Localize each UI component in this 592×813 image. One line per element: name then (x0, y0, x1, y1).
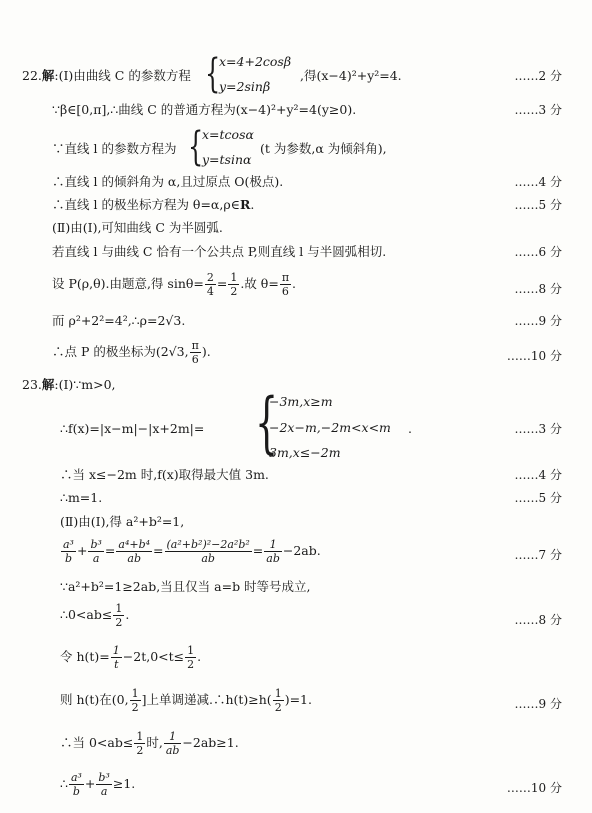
numerator: 1 (136, 730, 144, 743)
denominator: a (92, 552, 100, 565)
text: = (104, 543, 116, 559)
fraction (280, 272, 291, 297)
fraction (111, 645, 122, 670)
q23-score-7: ……7 分 (514, 548, 562, 562)
q22-line-1-tail: ,得(x−4)²+y²=4. (300, 68, 402, 83)
fraction (134, 731, 145, 756)
text: ]上单调递减.∴h(t)≥h( (141, 692, 272, 708)
case-1: −3m,x≥m (269, 394, 333, 409)
q22-line-5 (52, 199, 254, 212)
denominator: 2 (136, 744, 144, 757)
q22-line-8 (52, 272, 296, 297)
text: 令 h(t)= (60, 649, 110, 665)
q23-line-9 (60, 645, 201, 670)
q23-line-12 (60, 772, 135, 797)
text: 设 P(ρ,θ).由题意,得 sinθ= (52, 276, 204, 292)
text: + (84, 776, 96, 792)
fraction (264, 539, 282, 564)
q22-line-7: 若直线 l 与曲线 C 恰有一个公共点 P,则直线 l 与半圆弧相切. (52, 244, 387, 259)
denominator: b (72, 785, 80, 798)
numerator: a³ (63, 538, 74, 551)
denominator: a (100, 785, 108, 798)
q23-line-1 (22, 379, 116, 392)
q23-score-10: ……10 分 (506, 781, 562, 795)
numerator: 1 (187, 644, 195, 657)
text: . (292, 276, 297, 292)
text: = (252, 543, 264, 559)
text: −2t,0<t≤ (122, 649, 185, 665)
denominator: 4 (206, 285, 214, 298)
numerator: 1 (115, 602, 123, 615)
denominator: 2 (230, 285, 238, 298)
fraction (69, 772, 84, 797)
q22-score-8: ……8 分 (514, 282, 562, 296)
q22-number: 22. (22, 68, 42, 83)
fraction (205, 272, 216, 297)
q23-text: :(Ⅰ)∵m>0, (54, 377, 116, 392)
q22-score-5: ……5 分 (514, 198, 562, 212)
fraction (185, 645, 196, 670)
q23-line-2: ∴f(x)=|x−m|−|x+2m|= (60, 421, 205, 436)
q22-line-3-tail: (t 为参数,α 为倾斜角), (260, 141, 387, 156)
q22-param-system-line (188, 124, 263, 170)
denominator: 2 (274, 701, 282, 714)
q22-score-3: ……3 分 (514, 103, 562, 117)
q22-line-1 (22, 70, 191, 83)
fraction (164, 731, 182, 756)
fraction (130, 688, 141, 713)
numerator: a³ (70, 771, 82, 784)
q23-line-8 (60, 603, 129, 628)
system-eq-top: x=4+2cosβ (219, 54, 292, 69)
q22-line-2: ∵β∈[0,π],∴曲线 C 的普通方程为(x−4)²+y²=4(y≥0). (52, 102, 357, 117)
text: ). (201, 344, 211, 360)
left-brace: { (255, 384, 279, 461)
text: . (125, 607, 130, 623)
q22-param-system-curve (205, 51, 300, 97)
q22-line-10 (52, 340, 211, 365)
fraction (190, 340, 201, 365)
system-eq-top: x=tcosα (202, 127, 254, 142)
denominator: ab (127, 552, 142, 565)
q23-line-7: ∵a²+b²=1≥2ab,当且仅当 a=b 时等号成立, (60, 579, 311, 594)
q22-score-6: ……6 分 (514, 245, 562, 259)
q23-line-5: (Ⅱ)由(Ⅰ),得 a²+b²=1, (60, 514, 185, 529)
fraction (88, 539, 103, 564)
numerator: 1 (112, 644, 120, 657)
q22-line-4: ∴直线 l 的倾斜角为 α,且过原点 O(极点). (52, 174, 284, 189)
q22-score-9: ……9 分 (514, 314, 562, 328)
text: ∴0<ab≤ (60, 607, 113, 623)
text: . (197, 649, 202, 665)
case-3: 3m,x≤−2m (269, 445, 341, 460)
denominator: 2 (131, 701, 139, 714)
q23-line-6 (60, 539, 321, 564)
fraction (113, 603, 124, 628)
q23-line-3: ∴当 x≤−2m 时,f(x)取得最大值 3m. (60, 467, 269, 482)
text: ∴当 0<ab≤ (60, 735, 134, 751)
text: 则 h(t)在(0, (60, 692, 129, 708)
q23-score-8: ……8 分 (514, 613, 562, 627)
numerator: b³ (90, 538, 102, 551)
numerator: 1 (164, 731, 182, 744)
q23-score-4: ……4 分 (514, 468, 562, 482)
q22-score-10: ……10 分 (506, 349, 562, 363)
numerator: 1 (264, 539, 282, 552)
text: ∴ (60, 776, 68, 792)
q22-score-2: ……2 分 (514, 69, 562, 83)
system-eq-bottom: y=tsinα (202, 152, 252, 167)
text: . (250, 197, 255, 212)
numerator: b³ (98, 771, 110, 784)
q22-score-4: ……4 分 (514, 175, 562, 189)
q22-line-6: (Ⅱ)由(Ⅰ),可知曲线 C 为半圆弧. (52, 220, 223, 235)
set-R: R (239, 197, 251, 212)
text: = (216, 276, 228, 292)
text: ≥1. (112, 776, 136, 792)
denominator: ab (266, 552, 280, 565)
left-brace: { (188, 124, 204, 170)
text: )=1. (284, 692, 312, 708)
numerator: 1 (274, 687, 282, 700)
fraction (96, 772, 111, 797)
fraction (228, 272, 239, 297)
fraction (116, 539, 152, 564)
case-2: −2x−m,−2m<x<m (269, 420, 391, 435)
q23-piecewise (255, 384, 425, 461)
q23-line-4: ∴m=1. (60, 490, 103, 505)
text: ∴直线 l 的极坐标方程为 θ=α,ρ∈ (52, 197, 240, 212)
numerator: 1 (131, 687, 139, 700)
fraction (165, 539, 252, 564)
numerator: π (191, 339, 199, 352)
denominator: 2 (187, 658, 195, 671)
numerator: 2 (206, 271, 214, 284)
q22-solution-label: 解 (41, 68, 55, 83)
q22-text: :(Ⅰ)由曲线 C 的参数方程 (54, 68, 191, 83)
text: 时, (146, 735, 163, 751)
denominator: t (114, 658, 119, 671)
text: ∴点 P 的极坐标为(2√3, (52, 344, 189, 360)
denominator: 2 (115, 616, 123, 629)
text: .故 θ= (240, 276, 279, 292)
text: = (153, 543, 164, 559)
denominator: b (64, 552, 72, 565)
q23-score-3: ……3 分 (514, 422, 562, 436)
denominator: ab (201, 552, 215, 565)
numerator: (a²+b²)²−2a²b² (166, 538, 250, 551)
q23-line-2-end: . (408, 421, 412, 436)
q23-score-9: ……9 分 (514, 697, 562, 711)
text: + (76, 543, 88, 559)
q23-line-11 (60, 731, 239, 756)
q23-number: 23. (22, 377, 42, 392)
q22-line-9: 而 ρ²+2²=4²,∴ρ=2√3. (52, 313, 186, 328)
q22-line-3: ∵直线 l 的参数方程为 (52, 141, 177, 156)
fraction (273, 688, 284, 713)
q23-score-5: ……5 分 (514, 491, 562, 505)
numerator: 1 (230, 271, 238, 284)
denominator: ab (165, 744, 180, 757)
numerator: π (281, 271, 290, 284)
text: −2ab. (282, 543, 321, 559)
q23-line-10 (60, 688, 312, 713)
numerator: a⁴+b⁴ (118, 538, 151, 551)
q23-solution-label: 解 (41, 377, 55, 392)
fraction (61, 539, 76, 564)
system-eq-bottom: y=2sinβ (219, 79, 271, 94)
denominator: 6 (191, 353, 199, 366)
text: −2ab≥1. (182, 735, 239, 751)
left-brace: { (205, 51, 221, 97)
denominator: 6 (281, 285, 289, 298)
